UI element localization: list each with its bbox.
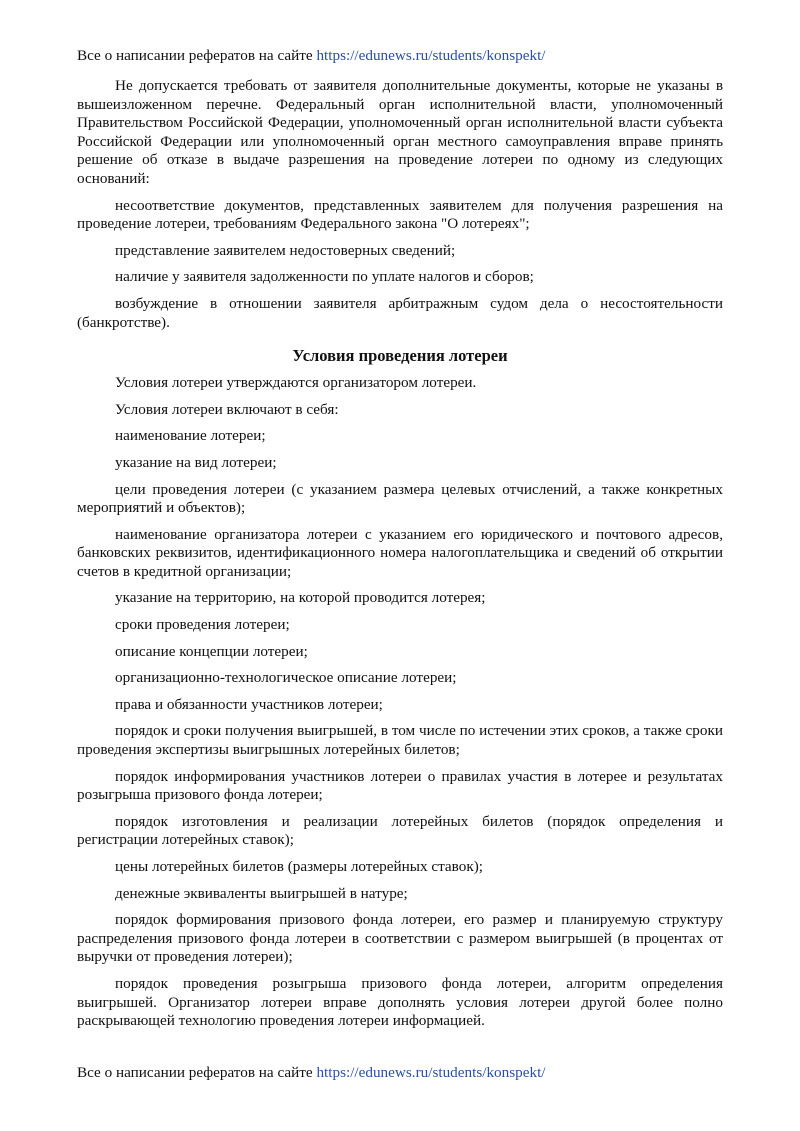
list-item: наличие у заявителя задолженности по уплате налогов и сборов; bbox=[115, 268, 534, 286]
list-item: сроки проведения лотереи; bbox=[115, 616, 290, 634]
page-header bbox=[77, 47, 737, 66]
list-item: денежные эквиваленты выигрышей в натуре; bbox=[115, 884, 408, 902]
document-body bbox=[77, 77, 723, 1039]
list-item: наименование организатора лотереи с указанием его юридического и почтового адресов, банковских реквизитов, идентификационного номера налогоплательщика и сведений об открытии счетов в кредитной организации; bbox=[77, 525, 723, 580]
section-heading: Условия проведения лотереи bbox=[292, 346, 508, 366]
list-item: порядок и сроки получения выигрышей, в том числе по истечении этих сроков, а также сроки проведения экспертизы выигрышных лотерейных билетов; bbox=[77, 722, 723, 759]
paragraph: Условия лотереи включают в себя: bbox=[115, 400, 339, 418]
list-item: несоответствие документов, представленных заявителем для получения разрешения на проведение лотереи, требованиям Федерального закона "О лотереях"; bbox=[77, 196, 723, 233]
paragraph: Условия лотереи утверждаются организатором лотереи. bbox=[115, 374, 477, 392]
list-item: указание на вид лотереи; bbox=[115, 453, 277, 471]
footer-link[interactable]: https://edunews.ru/students/konspekt/ bbox=[316, 1064, 546, 1081]
header-link[interactable]: https://edunews.ru/students/konspekt/ bbox=[316, 47, 546, 64]
list-item: указание на территорию, на которой проводится лотерея; bbox=[115, 589, 486, 607]
list-item: наименование лотереи; bbox=[115, 427, 266, 445]
list-item: описание концепции лотереи; bbox=[115, 642, 308, 660]
page-footer bbox=[77, 1064, 737, 1083]
header-text: Все о написании рефератов на сайте bbox=[77, 47, 317, 64]
list-item: порядок информирования участников лотереи о правилах участия в лотерее и результатах розыгрыша призового фонда лотереи; bbox=[77, 767, 723, 804]
list-item: порядок проведения розыгрыша призового фонда лотереи, алгоритм определения выигрышей. Организатор лотереи вправе дополнять условия лотереи другой более полно раскрывающей технологию проведения лотереи информацией. bbox=[77, 974, 723, 1030]
list-item: порядок изготовления и реализации лотерейных билетов (порядок определения и регистрации лотерейных ставок); bbox=[77, 812, 723, 849]
list-item: представление заявителем недостоверных сведений; bbox=[115, 241, 456, 259]
list-item: права и обязанности участников лотереи; bbox=[115, 695, 383, 713]
list-item: организационно-технологическое описание лотереи; bbox=[115, 669, 457, 687]
list-item: цены лотерейных билетов (размеры лотерейных ставок); bbox=[115, 858, 483, 875]
list-item: возбуждение в отношении заявителя арбитражным судом дела о несостоятельности (банкротстве). bbox=[77, 294, 723, 331]
footer-text: Все о написании рефератов на сайте bbox=[77, 1064, 317, 1081]
paragraph: Не допускается требовать от заявителя дополнительные документы, которые не указаны в вышеизложенном перечне. Федеральный орган исполнительной власти, уполномоченный Правительством Российской Федерации, уполномоченный орган исполнительной власти субъекта Российской Федерации или уполномоченный орган местного самоуправления вправе принять решение об отказе в выдаче разрешения на проведение лотереи по одному из следующих оснований: bbox=[77, 77, 723, 187]
list-item: цели проведения лотереи (с указанием размера целевых отчислений, а также конкретных мероприятий и объектов); bbox=[77, 480, 723, 517]
list-item: порядок формирования призового фонда лотереи, его размер и планируемую структуру распределения призового фонда лотереи в соответствии с размером выигрышей (в процентах от выручки от проведения лотереи); bbox=[77, 911, 723, 966]
